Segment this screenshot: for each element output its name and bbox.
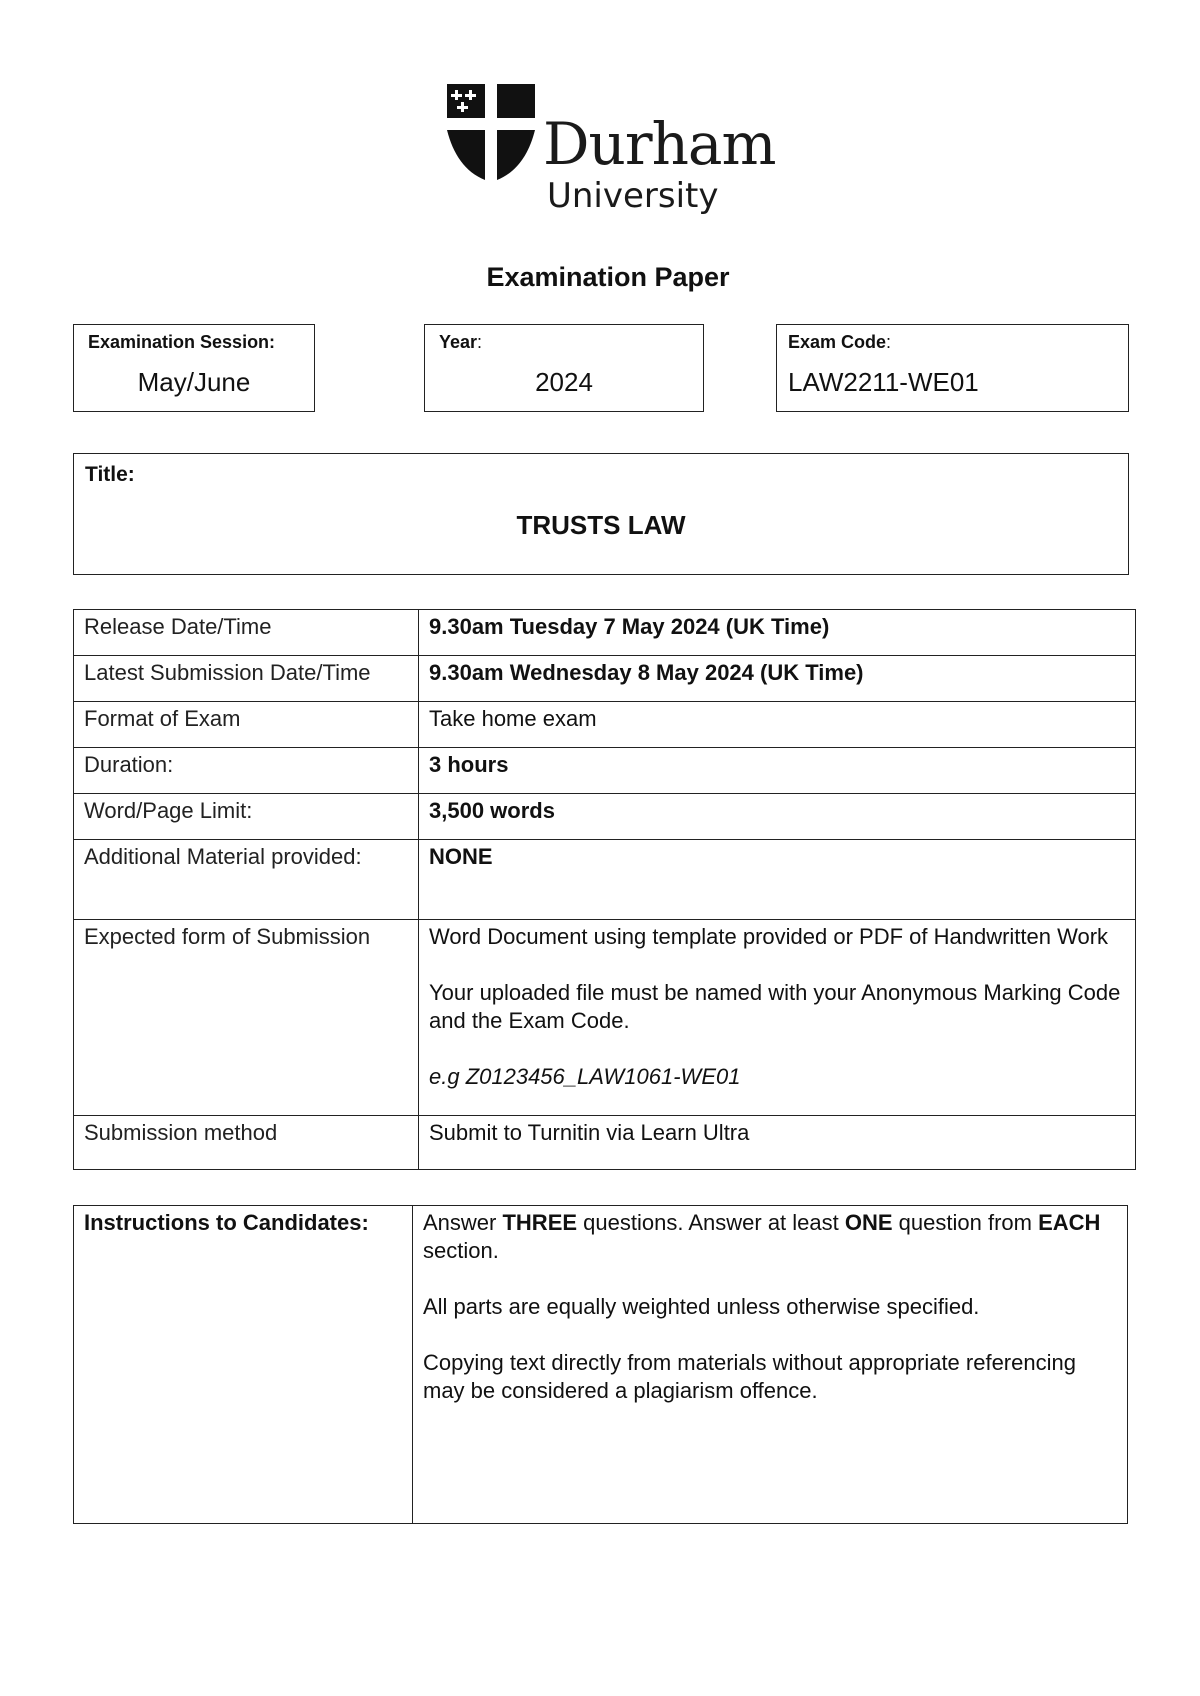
duration-value: 3 hours [419,748,1136,794]
session-value: May/June [137,367,251,397]
logo-wordmark: Durham [543,110,776,178]
exam-code-label: Exam Code: [788,332,892,352]
instructions-body [413,1206,1128,1524]
format-value: Take home exam [419,702,1136,748]
exam-code-box [776,324,1129,412]
latest-submission-label: Latest Submission Date/Time [74,656,419,702]
submission-form-text-2: Your uploaded file must be named with your Anonymous Marking Code and the Exam Code. [429,980,1121,1033]
logo-subtitle: University [547,176,719,216]
year-label: Year: [439,332,483,352]
table-row [74,1206,1128,1524]
table-row [74,920,1136,1116]
title-label: Title: [85,463,135,486]
release-value: 9.30am Tuesday 7 May 2024 (UK Time) [419,610,1136,656]
year-box [424,324,704,412]
submission-form-text-1: Word Document using template provided or PDF of Handwritten Work [429,924,1109,949]
instructions-paragraph-2: All parts are equally weighted unless otherwise specified. [423,1294,980,1319]
duration-label: Duration: [74,748,419,794]
year-value: 2024 [535,367,593,397]
table-row [74,702,1136,748]
durham-shield-icon [445,82,537,182]
instructions-label: Instructions to Candidates: [74,1206,413,1524]
submission-method-value: Submit to Turnitin via Learn Ultra [419,1116,1136,1170]
title-box [73,453,1129,575]
format-label: Format of Exam [74,702,419,748]
exam-details-table [73,609,1136,1170]
submission-form-value [419,920,1136,1116]
session-label: Examination Session: [88,332,276,352]
submission-form-example: e.g Z0123456_LAW1061-WE01 [429,1064,741,1089]
submission-form-label: Expected form of Submission [74,920,419,1116]
word-limit-label: Word/Page Limit: [74,794,419,840]
table-row [74,610,1136,656]
session-box [73,324,315,412]
table-row [74,840,1136,920]
title-value: TRUSTS LAW [516,510,686,540]
exam-code-value: LAW2211-WE01 [788,367,979,397]
release-label: Release Date/Time [74,610,419,656]
instructions-paragraph-1: Answer THREE questions. Answer at least ONE question from EACH section. [423,1210,1101,1263]
latest-submission-value: 9.30am Wednesday 8 May 2024 (UK Time) [419,656,1136,702]
word-limit-value: 3,500 words [419,794,1136,840]
table-row [74,1116,1136,1170]
submission-method-label: Submission method [74,1116,419,1170]
material-label: Additional Material provided: [74,840,419,920]
table-row [74,656,1136,702]
instructions-paragraph-3: Copying text directly from materials without appropriate referencing may be considered a plagiarism offence. [423,1350,1076,1403]
instructions-table [73,1205,1128,1524]
material-value: NONE [419,840,1136,920]
document-heading: Examination Paper [486,262,730,292]
table-row [74,794,1136,840]
table-row [74,748,1136,794]
university-logo [445,82,795,222]
